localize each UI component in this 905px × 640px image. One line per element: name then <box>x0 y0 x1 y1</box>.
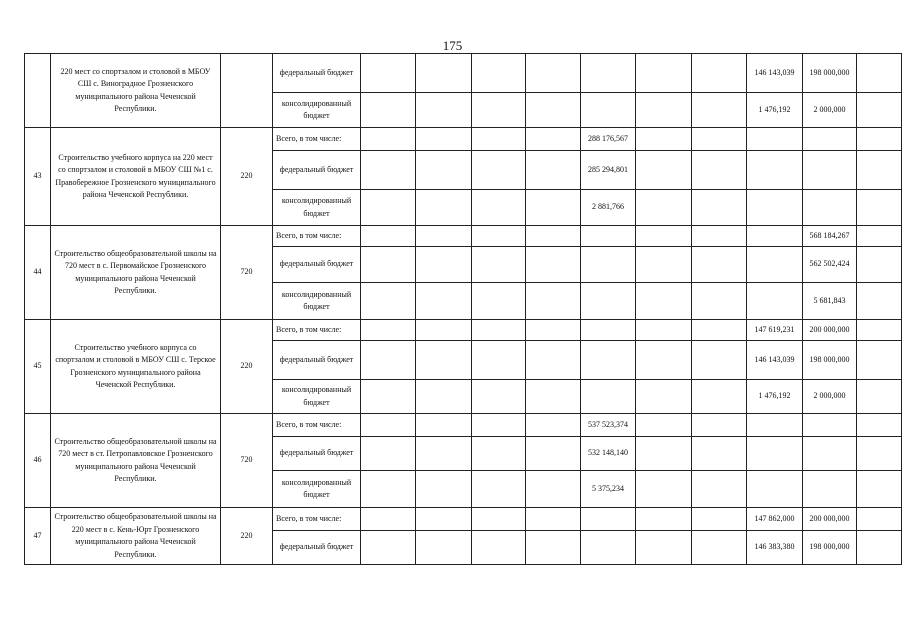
amount-cell <box>803 128 857 151</box>
amount-cell: 147 619,231 <box>747 320 803 341</box>
amount-cell <box>581 226 636 247</box>
project-capacity: 220 <box>221 128 273 226</box>
empty-cell <box>472 226 526 247</box>
empty-cell <box>692 437 747 471</box>
funding-source: федеральный бюджет <box>273 151 361 190</box>
amount-cell: 2 881,766 <box>581 190 636 226</box>
empty-cell <box>526 508 581 531</box>
empty-cell <box>361 190 416 226</box>
empty-cell <box>472 283 526 320</box>
amount-cell: 5 681,843 <box>803 283 857 320</box>
empty-cell <box>416 531 472 565</box>
empty-cell <box>692 531 747 565</box>
amount-cell: 200 000,000 <box>803 508 857 531</box>
empty-cell <box>692 471 747 508</box>
page-number: 175 <box>442 38 463 53</box>
empty-cell <box>692 283 747 320</box>
empty-cell <box>636 93 692 128</box>
table-row <box>25 414 902 437</box>
project-name: Строительство учебного корпуса на 220 мест со спортзалом и столовой в МБОУ СШ №1 с. Правобережное Грозненского муниципального района Чеченской Республики. <box>51 128 221 226</box>
project-capacity: 720 <box>221 226 273 320</box>
empty-cell <box>416 128 472 151</box>
amount-cell <box>747 226 803 247</box>
empty-cell <box>857 341 902 380</box>
amount-cell: 1 476,192 <box>747 93 803 128</box>
empty-cell <box>526 437 581 471</box>
amount-cell <box>803 471 857 508</box>
amount-cell <box>747 247 803 283</box>
amount-cell: 2 000,000 <box>803 380 857 414</box>
amount-cell <box>803 151 857 190</box>
funding-source: федеральный бюджет <box>273 341 361 380</box>
empty-cell <box>472 380 526 414</box>
empty-cell <box>857 531 902 565</box>
amount-cell <box>803 190 857 226</box>
empty-cell <box>857 247 902 283</box>
empty-cell <box>361 380 416 414</box>
empty-cell <box>416 247 472 283</box>
empty-cell <box>636 226 692 247</box>
empty-cell <box>526 380 581 414</box>
empty-cell <box>361 437 416 471</box>
empty-cell <box>636 247 692 283</box>
empty-cell <box>636 190 692 226</box>
item-number: 43 <box>25 128 51 226</box>
amount-cell: 288 176,567 <box>581 128 636 151</box>
funding-source: консолидированный бюджет <box>273 471 361 508</box>
amount-cell <box>803 414 857 437</box>
funding-source: федеральный бюджет <box>273 247 361 283</box>
empty-cell <box>636 531 692 565</box>
item-number: 44 <box>25 226 51 320</box>
empty-cell <box>416 320 472 341</box>
funding-source: федеральный бюджет <box>273 531 361 565</box>
empty-cell <box>857 508 902 531</box>
table-row <box>25 128 902 151</box>
project-capacity: 720 <box>221 414 273 508</box>
amount-cell: 285 294,801 <box>581 151 636 190</box>
empty-cell <box>361 531 416 565</box>
empty-cell <box>361 54 416 93</box>
amount-cell: 1 476,192 <box>747 380 803 414</box>
empty-cell <box>526 54 581 93</box>
empty-cell <box>361 247 416 283</box>
table-row <box>25 508 902 531</box>
empty-cell <box>636 380 692 414</box>
empty-cell <box>416 341 472 380</box>
empty-cell <box>472 190 526 226</box>
amount-cell: 5 375,234 <box>581 471 636 508</box>
project-name: Строительство общеобразовательной школы на 220 мест в с. Кень-Юрт Грозненского муниципального района Чеченской Республики. <box>51 508 221 565</box>
empty-cell <box>636 128 692 151</box>
funding-source: Всего, в том числе: <box>273 508 361 531</box>
amount-cell <box>747 190 803 226</box>
project-capacity: 220 <box>221 508 273 565</box>
empty-cell <box>361 414 416 437</box>
empty-cell <box>472 471 526 508</box>
empty-cell <box>526 151 581 190</box>
amount-cell: 562 502,424 <box>803 247 857 283</box>
table-row <box>25 226 902 247</box>
empty-cell <box>692 151 747 190</box>
empty-cell <box>692 128 747 151</box>
empty-cell <box>472 151 526 190</box>
project-name: Строительство общеобразовательной школы на 720 мест в ст. Петропавловское Грозненского муниципального района Чеченской Республики. <box>51 414 221 508</box>
project-capacity <box>221 54 273 128</box>
empty-cell <box>636 414 692 437</box>
empty-cell <box>526 283 581 320</box>
amount-cell: 200 000,000 <box>803 320 857 341</box>
amount-cell <box>581 508 636 531</box>
amount-cell: 198 000,000 <box>803 54 857 93</box>
amount-cell <box>747 414 803 437</box>
amount-cell <box>581 531 636 565</box>
empty-cell <box>416 437 472 471</box>
amount-cell <box>581 93 636 128</box>
empty-cell <box>416 190 472 226</box>
empty-cell <box>416 283 472 320</box>
empty-cell <box>692 414 747 437</box>
empty-cell <box>472 320 526 341</box>
empty-cell <box>361 283 416 320</box>
empty-cell <box>636 151 692 190</box>
empty-cell <box>361 226 416 247</box>
item-number: 46 <box>25 414 51 508</box>
funding-source: консолидированный бюджет <box>273 93 361 128</box>
funding-source: консолидированный бюджет <box>273 283 361 320</box>
empty-cell <box>636 471 692 508</box>
empty-cell <box>416 93 472 128</box>
amount-cell: 537 523,374 <box>581 414 636 437</box>
empty-cell <box>416 414 472 437</box>
funding-source: Всего, в том числе: <box>273 226 361 247</box>
table-row <box>25 320 902 341</box>
amount-cell <box>747 128 803 151</box>
amount-cell: 146 143,039 <box>747 341 803 380</box>
empty-cell <box>857 190 902 226</box>
empty-cell <box>416 226 472 247</box>
amount-cell: 568 184,267 <box>803 226 857 247</box>
empty-cell <box>857 151 902 190</box>
item-number <box>25 54 51 128</box>
amount-cell: 146 143,039 <box>747 54 803 93</box>
empty-cell <box>857 380 902 414</box>
funding-source: федеральный бюджет <box>273 437 361 471</box>
funding-source: Всего, в том числе: <box>273 414 361 437</box>
empty-cell <box>526 531 581 565</box>
empty-cell <box>636 283 692 320</box>
empty-cell <box>857 437 902 471</box>
empty-cell <box>526 471 581 508</box>
empty-cell <box>526 226 581 247</box>
empty-cell <box>472 128 526 151</box>
item-number: 47 <box>25 508 51 565</box>
empty-cell <box>857 471 902 508</box>
amount-cell <box>581 283 636 320</box>
empty-cell <box>857 93 902 128</box>
empty-cell <box>692 508 747 531</box>
empty-cell <box>416 380 472 414</box>
empty-cell <box>636 341 692 380</box>
empty-cell <box>692 190 747 226</box>
amount-cell <box>581 54 636 93</box>
amount-cell: 198 000,000 <box>803 341 857 380</box>
empty-cell <box>692 320 747 341</box>
amount-cell <box>581 320 636 341</box>
funding-source: консолидированный бюджет <box>273 380 361 414</box>
empty-cell <box>526 341 581 380</box>
empty-cell <box>472 414 526 437</box>
empty-cell <box>361 320 416 341</box>
empty-cell <box>472 531 526 565</box>
empty-cell <box>692 54 747 93</box>
empty-cell <box>692 380 747 414</box>
empty-cell <box>361 341 416 380</box>
item-number: 45 <box>25 320 51 414</box>
funding-source: федеральный бюджет <box>273 54 361 93</box>
budget-table-body <box>25 54 902 565</box>
empty-cell <box>857 320 902 341</box>
empty-cell <box>472 247 526 283</box>
empty-cell <box>692 341 747 380</box>
funding-source: консолидированный бюджет <box>273 190 361 226</box>
empty-cell <box>526 190 581 226</box>
empty-cell <box>526 128 581 151</box>
amount-cell <box>747 437 803 471</box>
amount-cell: 147 862,000 <box>747 508 803 531</box>
empty-cell <box>692 93 747 128</box>
amount-cell <box>747 151 803 190</box>
empty-cell <box>472 341 526 380</box>
empty-cell <box>636 508 692 531</box>
empty-cell <box>361 151 416 190</box>
empty-cell <box>692 247 747 283</box>
empty-cell <box>472 93 526 128</box>
empty-cell <box>416 471 472 508</box>
project-capacity: 220 <box>221 320 273 414</box>
amount-cell <box>581 247 636 283</box>
amount-cell: 146 383,380 <box>747 531 803 565</box>
empty-cell <box>857 283 902 320</box>
project-name: Строительство учебного корпуса со спортзалом и столовой в МБОУ СШ с. Терское Грозненского муниципального района Чеченской Республики. <box>51 320 221 414</box>
empty-cell <box>361 128 416 151</box>
amount-cell: 532 148,140 <box>581 437 636 471</box>
funding-source: Всего, в том числе: <box>273 128 361 151</box>
empty-cell <box>416 508 472 531</box>
empty-cell <box>526 93 581 128</box>
empty-cell <box>857 414 902 437</box>
amount-cell <box>747 283 803 320</box>
amount-cell: 2 000,000 <box>803 93 857 128</box>
amount-cell <box>803 437 857 471</box>
amount-cell: 198 000,000 <box>803 531 857 565</box>
amount-cell <box>581 341 636 380</box>
project-name: 220 мест со спортзалом и столовой в МБОУ СШ с. Виноградное Грозненского муниципального района Чеченской Республики. <box>51 54 221 128</box>
empty-cell <box>857 128 902 151</box>
empty-cell <box>416 151 472 190</box>
project-name: Строительство общеобразовательной школы на 720 мест в с. Первомайское Грозненского муниципального района Чеченской Республики. <box>51 226 221 320</box>
empty-cell <box>416 54 472 93</box>
amount-cell <box>581 380 636 414</box>
empty-cell <box>361 508 416 531</box>
empty-cell <box>526 320 581 341</box>
empty-cell <box>636 320 692 341</box>
empty-cell <box>472 54 526 93</box>
funding-source: Всего, в том числе: <box>273 320 361 341</box>
empty-cell <box>361 471 416 508</box>
empty-cell <box>472 508 526 531</box>
empty-cell <box>526 247 581 283</box>
table-row <box>25 54 902 93</box>
empty-cell <box>636 437 692 471</box>
empty-cell <box>857 54 902 93</box>
amount-cell <box>747 471 803 508</box>
empty-cell <box>361 93 416 128</box>
empty-cell <box>636 54 692 93</box>
budget-table <box>24 53 902 565</box>
empty-cell <box>857 226 902 247</box>
empty-cell <box>472 437 526 471</box>
empty-cell <box>526 414 581 437</box>
empty-cell <box>692 226 747 247</box>
